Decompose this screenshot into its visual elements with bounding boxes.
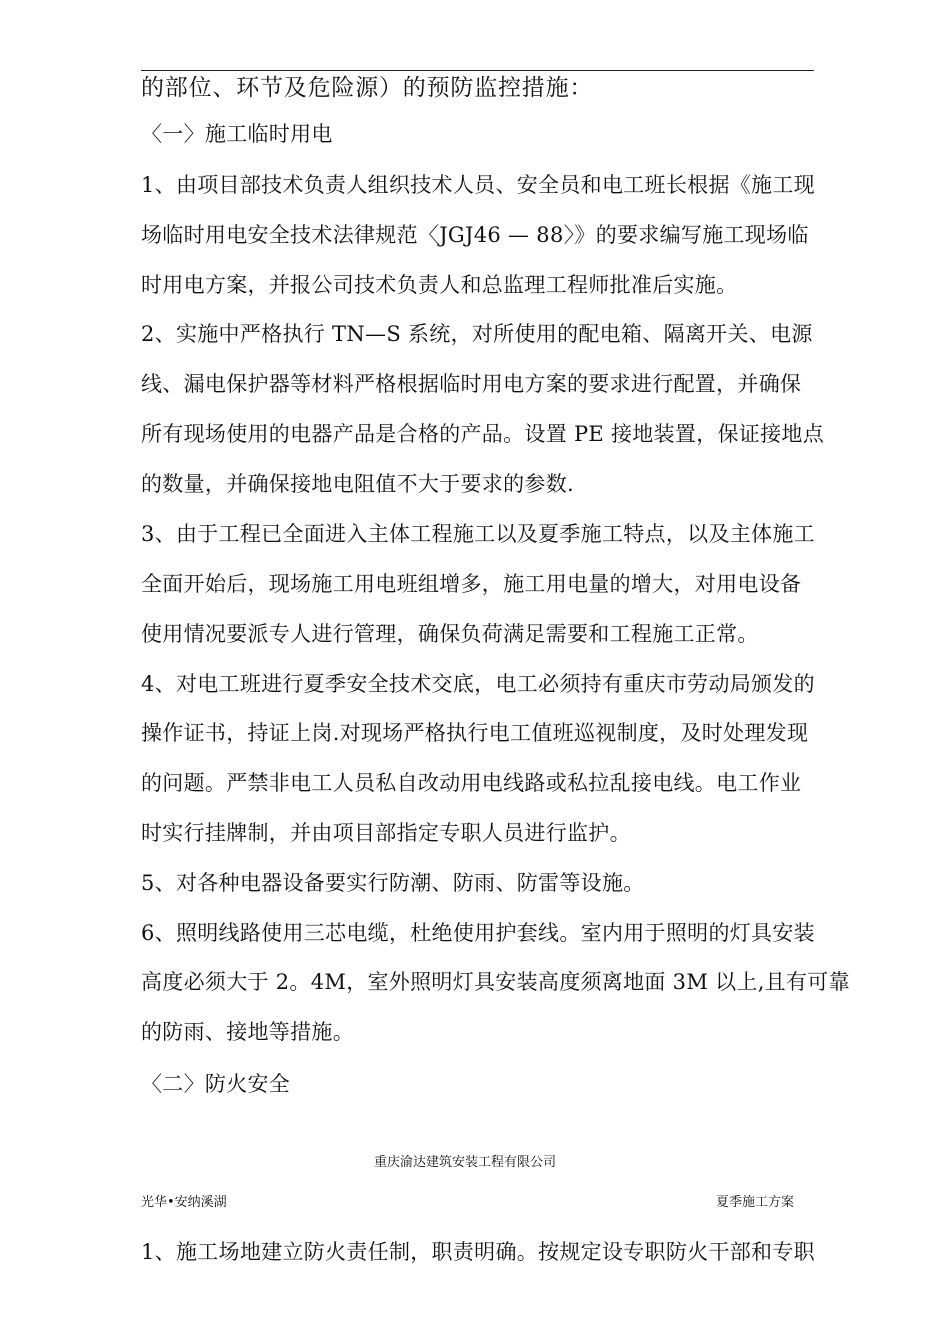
section-heading-electricity: 〈一〉施工临时用电 bbox=[141, 122, 333, 146]
continued-line: 的部位、环节及危险源）的预防监控措施： bbox=[141, 75, 594, 101]
section-heading-fire-safety: 〈二〉防火安全 bbox=[141, 1072, 291, 1096]
paragraph-3-line: 全面开始后，现场施工用电班组增多，施工用电量的增大，对用电设备 bbox=[141, 572, 802, 596]
paragraph-5-line: 5、对各种电器设备要实行防潮、防雨、防雷等设施。 bbox=[141, 871, 645, 895]
paragraph-1-line: 场临时用电安全技术法律规范〈JGJ46 — 88〉》的要求编写施工现场临 bbox=[141, 223, 809, 247]
paragraph-4-line: 4、对电工班进行夏季安全技术交底，电工必须持有重庆市劳动局颁发的 bbox=[141, 672, 815, 696]
paragraph-4-line: 的问题。严禁非电工人员私自改动用电线路或私拉乱接电线。电工作业 bbox=[141, 771, 802, 795]
header-document-title: 夏季施工方案 bbox=[716, 1195, 795, 1210]
paragraph-4-line: 操作证书，持证上岗.对现场严格执行电工值班巡视制度，及时处理发现 bbox=[141, 721, 809, 745]
paragraph-2-line: 2、实施中严格执行 TN—S 系统，对所使用的配电箱、隔离开关、电源 bbox=[141, 322, 813, 346]
paragraph-4-line: 时实行挂牌制，并由项目部指定专职人员进行监护。 bbox=[141, 821, 631, 845]
header-project-name: 光华•安纳溪湖 bbox=[141, 1195, 227, 1210]
next-page-line: 1、施工场地建立防火责任制，职责明确。按规定设专职防火干部和专职 bbox=[141, 1240, 815, 1264]
paragraph-6-line: 6、照明线路使用三芯电缆，杜绝使用护套线。室内用于照明的灯具安装 bbox=[141, 921, 815, 945]
paragraph-6-line: 的防雨、接地等措施。 bbox=[141, 1020, 354, 1044]
paragraph-3-line: 3、由于工程已全面进入主体工程施工以及夏季施工特点，以及主体施工 bbox=[141, 522, 815, 546]
paragraph-1-line: 时用电方案，并报公司技术负责人和总监理工程师批准后实施。 bbox=[141, 273, 738, 297]
paragraph-2-line: 所有现场使用的电器产品是合格的产品。设置 PE 接地装置，保证接地点 bbox=[141, 422, 825, 446]
paragraph-6-line: 高度必须大于 2。4M，室外照明灯具安装高度须离地面 3M 以上,且有可靠 bbox=[141, 970, 850, 994]
top-rule bbox=[141, 70, 814, 71]
paragraph-2-line: 线、漏电保护器等材料严格根据临时用电方案的要求进行配置，并确保 bbox=[141, 372, 802, 396]
paragraph-2-line: 的数量，并确保接地电阻值不大于要求的参数. bbox=[141, 472, 574, 496]
paragraph-3-line: 使用情况要派专人进行管理，确保负荷满足需要和工程施工正常。 bbox=[141, 622, 759, 646]
footer-company-name: 重庆渝达建筑安装工程有限公司 bbox=[374, 1155, 557, 1170]
paragraph-1-line: 1、由项目部技术负责人组织技术人员、安全员和电工班长根据《施工现 bbox=[141, 173, 815, 197]
